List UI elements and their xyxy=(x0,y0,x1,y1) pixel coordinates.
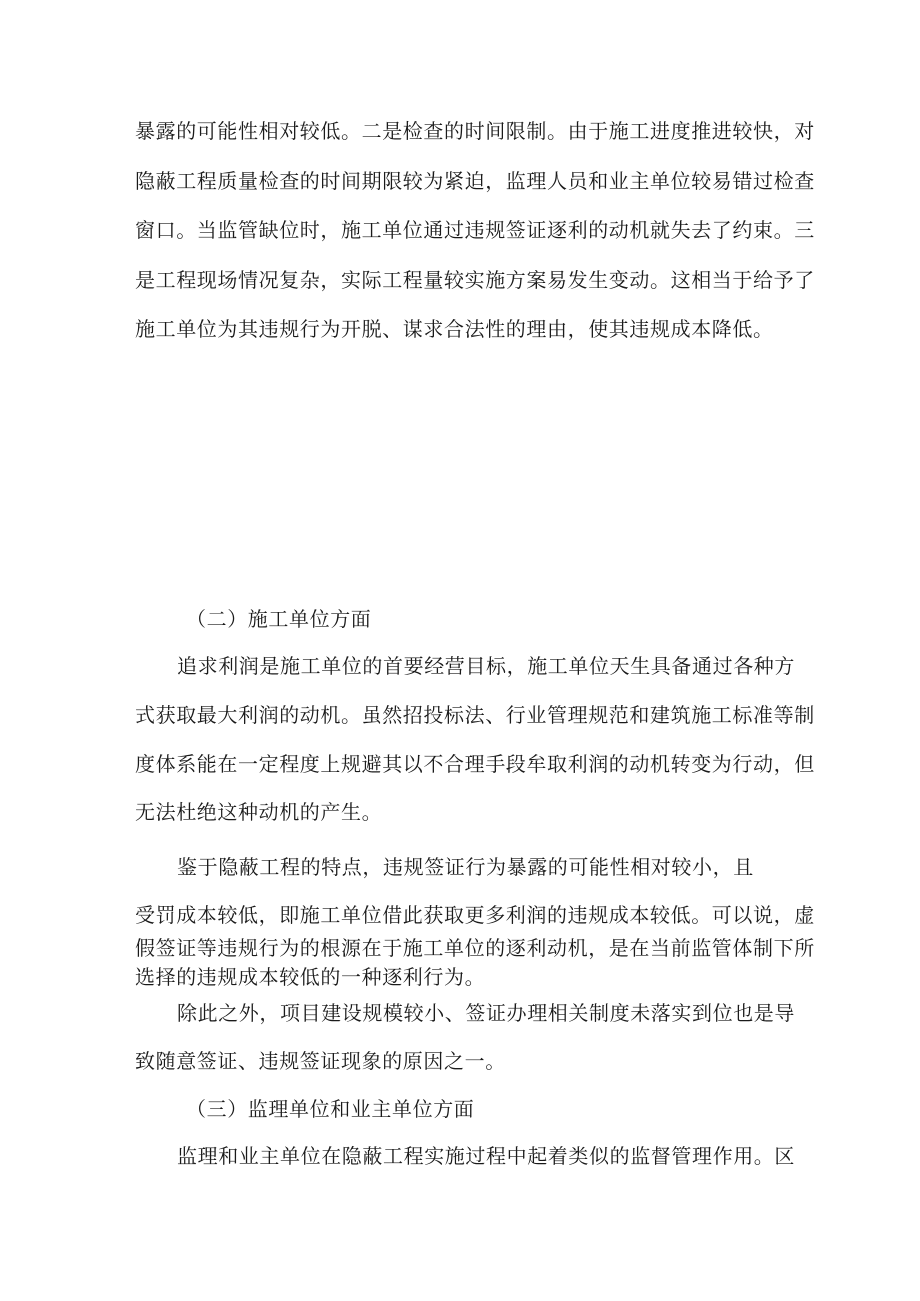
text-line: 受罚成本较低，即施工单位借此获取更多利润的违规成本较低。可以说，虚 xyxy=(135,903,815,927)
text-line: 隐蔽工程质量检查的时间期限较为紧迫，监理人员和业主单位较易错过检查 xyxy=(135,169,815,193)
text-line: 式获取最大利润的动机。虽然招投标法、行业管理规范和建筑施工标准等制 xyxy=(135,703,815,727)
text-line: 追求利润是施工单位的首要经营目标，施工单位天生具备通过各种方 xyxy=(177,654,795,678)
text-line: 选择的违规成本较低的一种逐利行为。 xyxy=(135,965,486,989)
text-line: 鉴于隐蔽工程的特点，违规签证行为暴露的可能性相对较小，且 xyxy=(177,855,754,879)
section-heading-3: （三）监理单位和业主单位方面 xyxy=(186,1097,475,1121)
text-line: 窗口。当监管缺位时，施工单位通过违规签证逐利的动机就失去了约束。三 xyxy=(135,218,815,242)
text-line: 无法杜绝这种动机的产生。 xyxy=(135,800,383,824)
section-heading-2: （二）施工单位方面 xyxy=(186,607,372,631)
text-line: 监理和业主单位在隐蔽工程实施过程中起着类似的监督管理作用。区 xyxy=(177,1144,795,1168)
text-line: 是工程现场情况复杂，实际工程量较实施方案易发生变动。这相当于给予了 xyxy=(135,268,815,292)
text-line: 暴露的可能性相对较低。二是检查的时间限制。由于施工进度推进较快，对 xyxy=(135,119,815,143)
text-line: 除此之外，项目建设规模较小、签证办理相关制度未落实到位也是导 xyxy=(177,1001,795,1025)
text-line: 致随意签证、违规签证现象的原因之一。 xyxy=(135,1049,506,1073)
text-line: 度体系能在一定程度上规避其以不合理手段牟取利润的动机转变为行动，但 xyxy=(135,752,815,776)
text-line: 假签证等违规行为的根源在于施工单位的逐利动机，是在当前监管体制下所 xyxy=(135,936,815,960)
text-line: 施工单位为其违规行为开脱、谋求合法性的理由，使其违规成本降低。 xyxy=(135,317,774,341)
